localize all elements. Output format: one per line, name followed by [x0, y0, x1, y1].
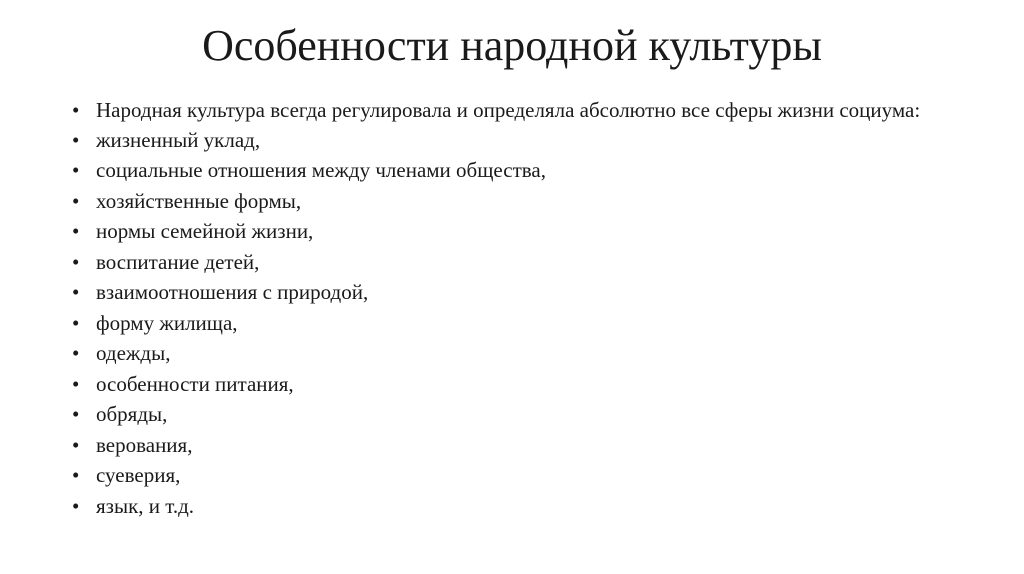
list-item [72, 434, 972, 456]
list-item [72, 464, 972, 486]
slide-title: Особенности народной культуры [202, 21, 822, 70]
list-item [72, 190, 972, 212]
list-item-text: суеверия, [96, 463, 181, 487]
list-item-text: верования, [96, 432, 193, 457]
list-item-text: особенности питания, [96, 371, 294, 396]
bullet-icon: • [72, 493, 80, 518]
bullet-icon: • [72, 158, 80, 182]
list-item-text: нормы семейной жизни, [96, 219, 314, 243]
list-item-text: взаимоотношения с природой, [96, 280, 369, 304]
list-item-text: хозяйственные формы, [96, 188, 302, 213]
bullet-icon: • [72, 98, 80, 122]
list-item-text: жизненный уклад, [96, 127, 261, 152]
bullet-icon: • [72, 219, 80, 243]
list-item-text: воспитание детей, [96, 249, 260, 274]
bullet-icon: • [72, 310, 80, 335]
bullet-icon: • [72, 371, 80, 396]
bullet-icon: • [72, 463, 80, 487]
list-item-text: одежды, [96, 341, 171, 365]
list-item-text: Народная культура всегда регулировала и определяла абсолютно все сферы жизни социума: [96, 98, 921, 122]
bullet-icon: • [72, 188, 80, 213]
list-item-text: обряды, [96, 402, 168, 426]
list-item [72, 99, 972, 120]
list-item [72, 342, 972, 364]
bullet-icon: • [72, 127, 80, 152]
list-item [72, 373, 972, 395]
bullet-icon: • [72, 249, 80, 274]
list-item-text: форму жилища, [96, 310, 238, 335]
list-item-text: социальные отношения между членами общества, [96, 158, 546, 182]
list-item [72, 251, 972, 273]
list-item [72, 312, 972, 334]
list-item [72, 159, 972, 181]
list-item [72, 220, 972, 242]
list-item [72, 281, 972, 303]
list-item-text: язык, и т.д. [96, 493, 195, 518]
bullet-icon: • [72, 402, 80, 426]
list-item [72, 495, 972, 517]
bullet-icon: • [72, 280, 80, 304]
list-item [72, 129, 972, 151]
bullet-list [72, 99, 972, 525]
list-item [72, 403, 972, 425]
bullet-icon: • [72, 341, 80, 365]
bullet-icon: • [72, 432, 80, 457]
